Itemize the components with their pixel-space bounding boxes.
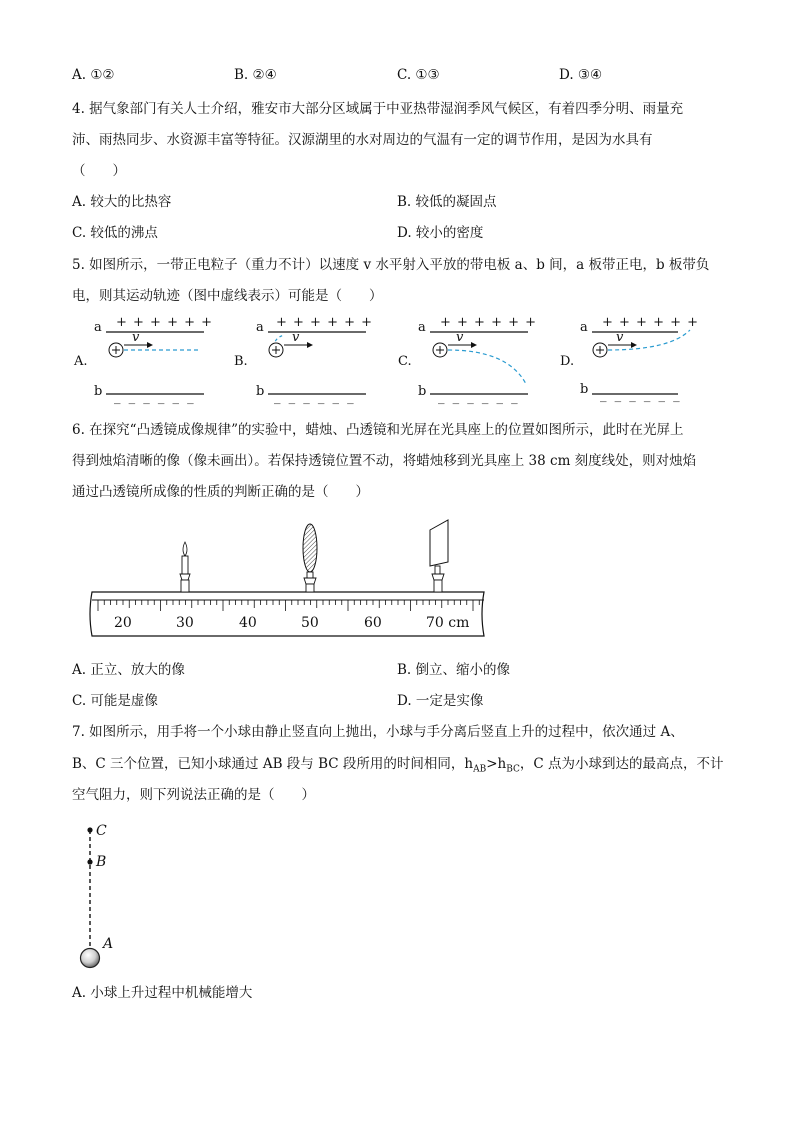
plate-a-label: a [418,320,426,335]
plate-b-label: b [256,384,265,399]
q5-panel-d [560,315,710,408]
point-c-label: C [96,823,107,839]
ruler-label-50: 50 [301,615,319,631]
q6-stem-line3: 通过凸透镜所成像的性质的判断正确的是（ ） [72,484,369,500]
option-letter-d: D. [560,354,575,369]
ball-trajectory-figure [76,820,136,970]
q5-panel-c [398,315,568,408]
q5-stem-line1: 5. 如图所示，一带正电粒子（重力不计）以速度 v 水平射入平放的带电板 a、b 间，a 板带正电，b 板带负 [72,257,710,273]
q7-stem-line2-mid: >h [486,756,507,772]
q3-option-d: D. ③④ [559,67,603,83]
velocity-label: v [616,330,624,345]
point-b-label: B [96,854,107,870]
minus-charges: _ _ _ _ _ _ [114,390,196,405]
minus-charges: _ _ _ _ _ _ [600,388,682,403]
q4-option-d: D. 较小的密度 [397,225,484,241]
q7-stem-line2 [72,755,724,779]
plus-charges: + + + + + + [116,315,214,330]
convex-lens-icon [303,524,317,592]
option-letter-a: A. [74,354,88,369]
plus-charges: + + + + + + [602,315,700,330]
q5-trajectory-figure [70,315,710,408]
q4-option-c: C. 较低的沸点 [72,225,158,241]
q3-option-b: B. ②④ [234,67,277,83]
q7-stem-line3: 空气阻力，则下列说法正确的是（ ） [72,787,315,803]
q5-stem-line2: 电，则其运动轨迹（图中虚线表示）可能是（ ） [72,288,383,304]
q7-option-a: A. 小球上升过程中机械能增大 [72,985,253,1001]
q4-answer-blank: （ ） [72,163,126,179]
ruler-label-70cm: 70 cm [426,615,470,631]
q7-stem-line2-tail: ，C 点为小球到达的最高点，不计 [519,756,724,772]
h-ab-subscript: AB [473,764,487,775]
plate-a-label: a [94,320,102,335]
q4-stem-line1: 4. 据气象部门有关人士介绍，雅安市大部分区域属于中亚热带湿润季风气候区，有着四季分明、雨量充 [72,101,684,117]
light-screen-icon [430,520,448,592]
q4-option-b: B. 较低的凝固点 [397,194,497,210]
plate-b-label: b [580,382,589,397]
q4-stem-line2: 沛、雨热同步、水资源丰富等特征。汉源湖里的水对周边的气温有一定的调节作用，是因为水具有 [72,132,653,148]
q6-option-c: C. 可能是虚像 [72,693,158,709]
velocity-label: v [456,330,464,345]
plate-b-label: b [418,384,427,399]
plate-b-label: b [94,384,103,399]
q6-stem-line1: 6. 在探究“凸透镜成像规律”的实验中，蜡烛、凸透镜和光屏在光具座上的位置如图所示，此时在光屏上 [72,422,684,438]
plus-charges: + + + + + + [276,315,374,330]
q7-stem-line2-head: B、C 三个位置，已知小球通过 AB 段与 BC 段所用的时间相同，h [72,756,474,772]
option-letter-c: C. [398,354,412,369]
minus-charges: _ _ _ _ _ _ [438,390,520,405]
q3-option-c: C. ①③ [397,67,440,83]
plus-charges: + + + + + + [440,315,538,330]
q3-option-a: A. ①② [72,67,115,83]
q6-option-d: D. 一定是实像 [397,693,484,709]
optical-bench-figure [88,514,488,644]
q6-stem-line2: 得到烛焰清晰的像（像未画出）。若保持透镜位置不动，将蜡烛移到光具座上 38 cm 刻度线处，则对烛焰 [72,453,697,469]
q6-option-a: A. 正立、放大的像 [72,662,185,678]
ruler-label-60: 60 [364,615,382,631]
h-bc-subscript: BC [506,764,520,775]
velocity-label: v [132,330,140,345]
point-a-label: A [103,936,114,952]
q5-panel-b [234,315,384,408]
option-letter-b: B. [234,354,248,369]
ruler-label-40: 40 [239,615,257,631]
q6-option-b: B. 倒立、缩小的像 [397,662,511,678]
q4-option-a: A. 较大的比热容 [72,194,172,210]
ruler-label-30: 30 [176,615,194,631]
ruler-label-20: 20 [114,615,132,631]
plate-a-label: a [580,320,588,335]
plate-a-label: a [256,320,264,335]
minus-charges: _ _ _ _ _ _ [274,390,356,405]
q5-panel-a [70,315,220,408]
q7-stem-line1: 7. 如图所示，用手将一个小球由静止竖直向上抛出，小球与手分离后竖直上升的过程中，依次通过 A、 [72,724,684,740]
velocity-label: v [292,330,300,345]
candle-icon [180,542,190,592]
